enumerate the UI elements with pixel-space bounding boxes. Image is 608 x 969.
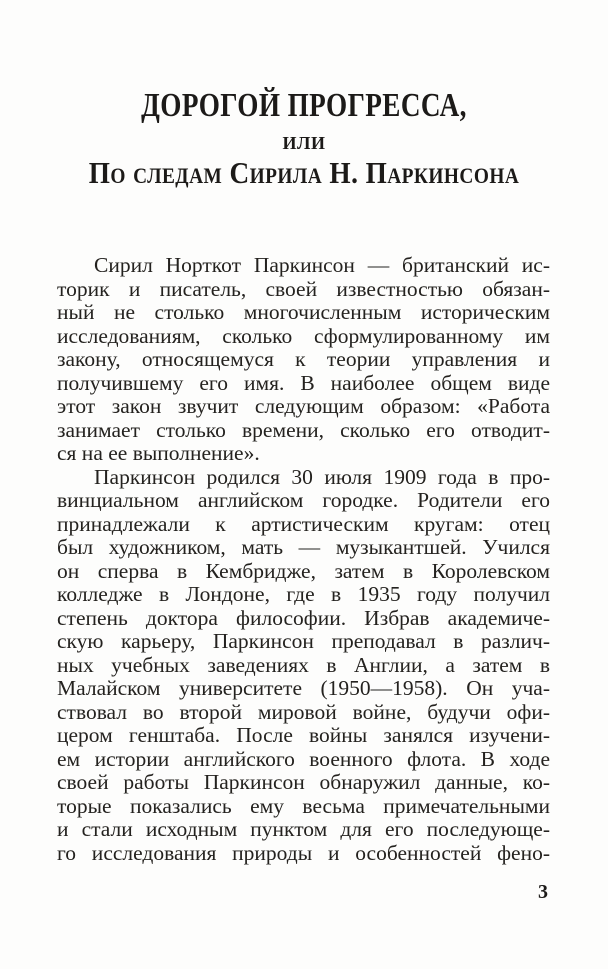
text-line: Малайском университете (1950—1958). Он уча- <box>57 677 550 700</box>
text-line: исследованиям, сколько сформулированному им <box>57 324 550 348</box>
chapter-title-line1: ДОРОГОЙ ПРОГРЕССА, <box>141 87 467 124</box>
text-line: го исследования природы и особенностей фено- <box>57 841 550 865</box>
text-line: своей работы Паркинсон обнаружил данные, ко- <box>57 771 550 794</box>
body-text <box>57 254 550 865</box>
text-line: степень доктора философии. Избрав академиче- <box>57 606 550 630</box>
text-line: занимает столько времени, сколько его отводит- <box>57 418 550 442</box>
text-line: ных учебных заведениях в Англии, а затем в <box>57 653 550 677</box>
text-line: ный не столько многочисленным историческим <box>57 301 550 324</box>
chapter-title-line3: По следам Сирила Н. Паркинсона <box>88 155 520 190</box>
text-line: Сирил Норткот Паркинсон — британский ис- <box>94 254 550 277</box>
page-number: 3 <box>538 881 548 903</box>
text-line: ся на ее выполнение». <box>57 442 260 465</box>
text-line: Паркинсон родился 30 июля 1909 года в про- <box>94 465 550 489</box>
text-line: этот закон звучит следующим образом: «Работа <box>57 395 550 418</box>
text-line: принадлежали к артистическим кругам: отец <box>57 512 550 536</box>
text-line: был художником, мать — музыкантшей. Учился <box>57 536 550 559</box>
text-line: колледже в Лондоне, где в 1935 году получил <box>57 583 550 606</box>
text-line: скую карьеру, Паркинсон преподавал в различ- <box>57 630 550 653</box>
text-line: торик и писатель, своей известностью обязан- <box>57 277 550 301</box>
text-line: и стали исходным пунктом для его последующе- <box>57 818 550 841</box>
chapter-title <box>0 0 608 188</box>
text-line: получившему его имя. В наиболее общем виде <box>57 371 550 395</box>
text-line: закону, относящемуся к теории управления и <box>57 348 550 371</box>
text-line: винциальном английском городке. Родители его <box>57 489 550 512</box>
text-line: цером генштаба. После войны занялся изучени- <box>57 724 550 747</box>
text-line: ствовал во второй мировой войне, будучи офи- <box>57 700 550 724</box>
text-line: ем истории английского военного флота. В ходе <box>57 747 550 771</box>
text-line: торые показались ему весьма примечательными <box>57 794 550 818</box>
chapter-title-line2: или <box>282 128 326 155</box>
text-line: он сперва в Кембридже, затем в Королевском <box>57 559 550 583</box>
